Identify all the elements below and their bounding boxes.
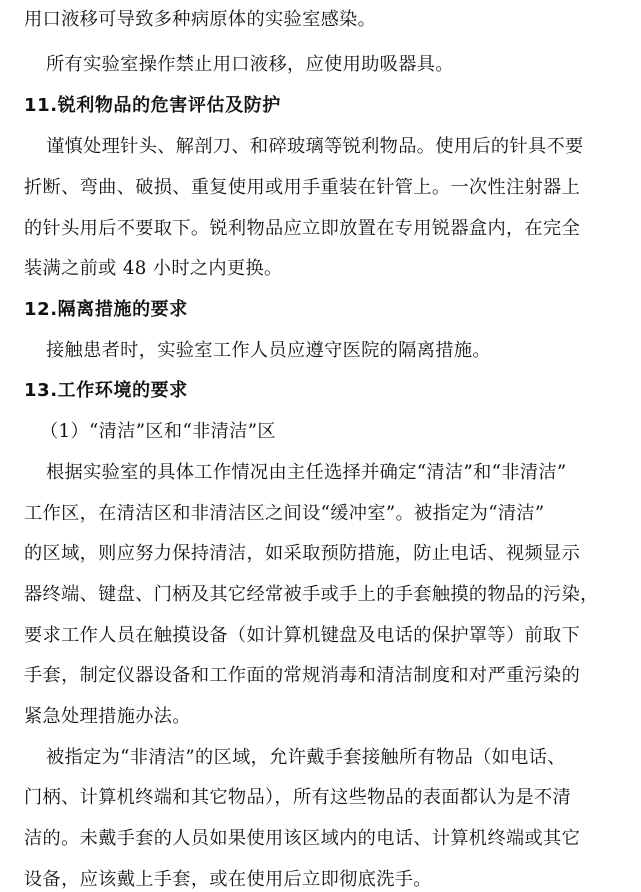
paragraph-line: 用口液移可导致多种病原体的实验室感染。: [24, 9, 377, 30]
paragraph-line: 被指定为“非清洁”的区域，允许戴手套接触所有物品（如电话、: [46, 747, 566, 768]
paragraph-line: 工作区，在清洁区和非清洁区之间设“缓冲室”。被指定为“清洁”: [24, 503, 545, 524]
section-heading-13: 13.工作环境的要求: [24, 380, 188, 401]
paragraph-line: 洁的。未戴手套的人员如果使用该区域内的电话、计算机终端或其它: [24, 828, 581, 849]
paragraph-line: 的针头用后不要取下。锐利物品应立即放置在专用锐器盒内，在完全: [24, 218, 581, 239]
paragraph-line: 所有实验室操作禁止用口液移，应使用助吸器具。: [46, 54, 454, 75]
subsection-heading: （1）“清洁”区和“非清洁”区: [40, 421, 276, 442]
paragraph-line: 设备，应该戴上手套，或在使用后立即彻底洗手。: [24, 869, 432, 890]
paragraph-line: 紧急处理措施办法。: [24, 706, 191, 727]
paragraph-line: 的区域，则应努力保持清洁，如采取预防措施，防止电话、视频显示: [24, 543, 581, 564]
paragraph-line: 手套，制定仪器设备和工作面的常规消毒和清洁制度和对严重污染的: [24, 665, 581, 686]
paragraph-line: 要求工作人员在触摸设备（如计算机键盘及电话的保护罩等）前取下: [24, 625, 581, 646]
paragraph-line: 接触患者时，实验室工作人员应遵守医院的隔离措施。: [46, 340, 491, 361]
paragraph-line: 谨慎处理针头、解剖刀、和碎玻璃等锐利物品。使用后的针具不要: [46, 136, 584, 157]
paragraph-line: 折断、弯曲、破损、重复使用或用手重装在针管上。一次性注射器上: [24, 177, 581, 198]
paragraph-line: 器终端、键盘、门柄及其它经常被手或手上的手套触摸的物品的污染，: [24, 584, 599, 605]
section-heading-11: 11.锐利物品的危害评估及防护: [24, 95, 281, 116]
section-heading-12: 12.隔离措施的要求: [24, 299, 188, 320]
paragraph-line: 装满之前或 48 小时之内更换。: [24, 258, 283, 279]
paragraph-line: 根据实验室的具体工作情况由主任选择并确定“清洁”和“非清洁”: [46, 462, 567, 483]
paragraph-line: 门柄、计算机终端和其它物品），所有这些物品的表面都认为是不清: [24, 787, 572, 808]
